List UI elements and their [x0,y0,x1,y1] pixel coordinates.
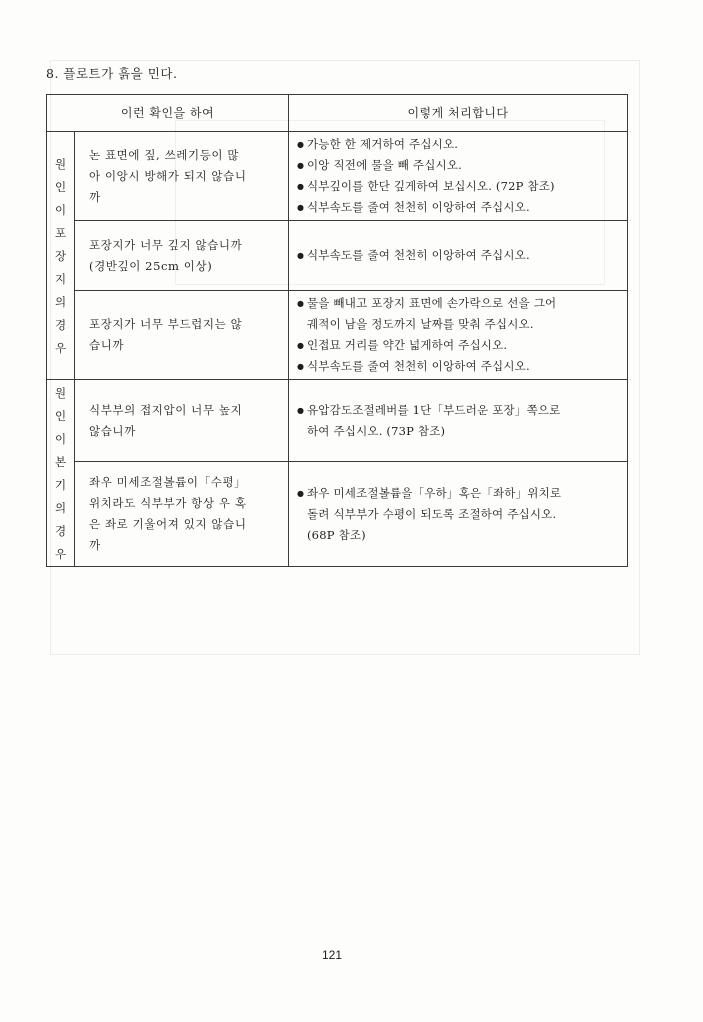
condition-cell: 논 표면에 짚, 쓰레기등이 많 아 이앙시 방해가 되지 않습니 까 [75,132,289,221]
list-item: ● 좌우 미세조절볼륨을「우하」혹은「좌하」위치로 [297,483,621,504]
condition-cell: 식부부의 접지압이 너무 높지 않습니까 [75,380,289,462]
category-field: 원 인 이 포 장 지 의 경 우 [47,132,75,380]
page-number: 121 [321,948,343,962]
condition-cell: 좌우 미세조절볼륨이「수평」 위치라도 식부부가 항상 우 혹 은 좌로 기울어져 있지 않습니 까 [75,462,289,567]
list-item-continued: 궤적이 남을 정도까지 날짜를 맞춰 주십시오. [307,317,534,331]
list-item: ● 물을 빼내고 포장지 표면에 손가락으로 선을 그어 [297,293,621,314]
condition-cell: 포장지가 너무 깊지 않습니까 (경반깊이 25cm 이상) [75,221,289,291]
list-item: ● 식부속도를 줄여 천천히 이앙하여 주십시오. [297,245,621,266]
action-cell [289,132,628,221]
section-title: 8. 플로트가 흙을 민다. [46,66,178,81]
list-item: ● 식부깊이를 한단 깊게하여 보십시오. (72P 참조) [297,176,621,197]
category-field: 원 인 이 본 기 의 경 우 [47,380,75,567]
table-header-row [47,95,628,132]
table-row [47,291,628,380]
list-item: ● 식부속도를 줄여 천천히 이앙하여 주십시오. [297,356,621,377]
table-row [47,132,628,221]
list-item-continued: 돌려 식부부가 수평이 되도록 조절하여 주십시오. [307,506,557,521]
action-cell [289,221,628,291]
table-row [47,221,628,291]
table-row [47,380,628,462]
list-item: ● 유압감도조절레버를 1단「부드러운 포장」쪽으로 [297,400,621,421]
header-check: 이런 확인을 하여 [47,95,289,132]
list-item-continued: 하여 주십시오. (73P 참조) [307,423,446,438]
list-item-continued: (68P 참조) [307,527,366,542]
list-item: ● 이앙 직전에 물을 빼 주십시오. [297,155,621,176]
header-action: 이렇게 처리합니다 [289,95,628,132]
action-cell [289,462,628,567]
action-cell [289,380,628,462]
action-cell [289,291,628,380]
list-item: ● 식부속도를 줄여 천천히 이앙하여 주십시오. [297,197,621,218]
table-row [47,462,628,567]
list-item: ● 가능한 한 제거하여 주십시오. [297,134,621,155]
list-item: ● 인접묘 거리를 약간 넓게하여 주십시오. [297,335,621,356]
troubleshooting-table [46,94,628,567]
condition-cell: 포장지가 너무 부드럽지는 않 습니까 [75,291,289,380]
